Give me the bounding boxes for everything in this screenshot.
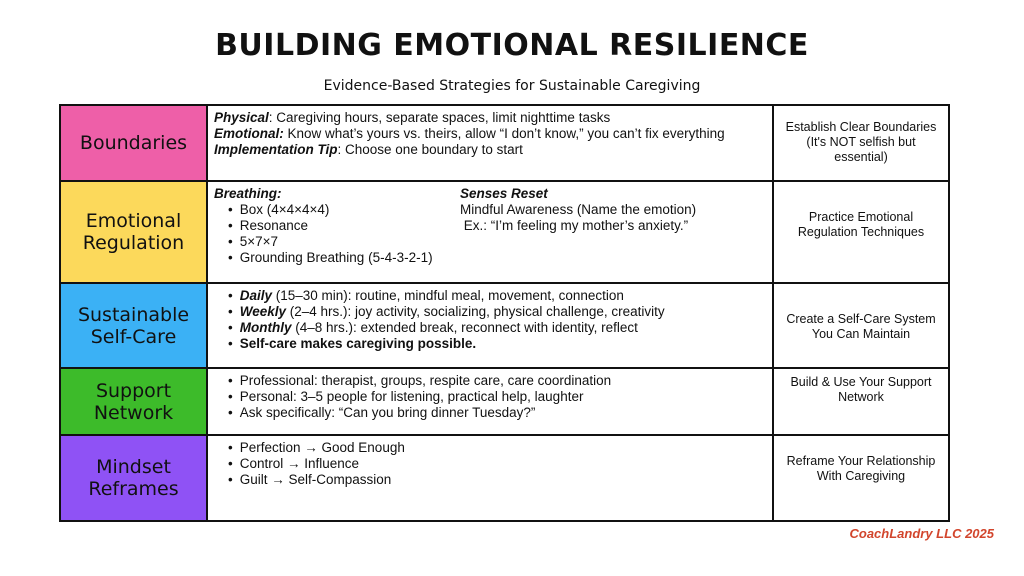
strategy-table — [59, 104, 950, 522]
goal-mindset: Reframe Your Relationship With Caregiving — [773, 435, 949, 521]
row-boundaries — [60, 105, 949, 181]
category-boundaries: Boundaries — [60, 105, 207, 181]
goal-selfcare: Create a Self-Care System You Can Maintain — [773, 283, 949, 368]
list-item: • Self-care makes caregiving possible. — [228, 336, 766, 352]
category-selfcare: Sustainable Self-Care — [60, 283, 207, 368]
support-content — [207, 368, 773, 435]
boundaries-content — [207, 105, 773, 181]
row-support — [60, 368, 949, 435]
list-item: • Ask specifically: “Can you bring dinner Tuesday?” — [228, 405, 766, 421]
goal-boundaries: Establish Clear Boundaries (It's NOT selfish but essential) — [773, 105, 949, 181]
list-item: • Daily (15–30 min): routine, mindful meal, movement, connection — [228, 288, 766, 304]
list-item: Emotional: Know what’s yours vs. theirs, allow “I don’t know,” you can’t fix everything — [214, 126, 725, 141]
goal-regulation: Practice Emotional Regulation Techniques — [773, 181, 949, 283]
list-item: • Resonance — [228, 218, 460, 234]
list-item: Mindful Awareness (Name the emotion) — [460, 202, 697, 217]
page-subtitle: Evidence-Based Strategies for Sustainable Caregiving — [323, 78, 701, 94]
category-support: Support Network — [60, 368, 207, 435]
page-title: BUILDING EMOTIONAL RESILIENCE — [215, 28, 809, 63]
list-item: Implementation Tip: Choose one boundary to start — [214, 142, 523, 157]
list-item: • Personal: 3–5 people for listening, practical help, laughter — [228, 389, 766, 405]
category-regulation: Emotional Regulation — [60, 181, 207, 283]
goal-support: Build & Use Your Support Network — [773, 368, 949, 435]
row-mindset — [60, 435, 949, 521]
mindset-content — [207, 435, 773, 521]
row-selfcare — [60, 283, 949, 368]
list-item: • Guilt → Self-Compassion — [228, 472, 766, 488]
row-regulation — [60, 181, 949, 283]
list-item: • Professional: therapist, groups, respite care, care coordination — [228, 373, 766, 389]
category-mindset: Mindset Reframes — [60, 435, 207, 521]
list-item: • Grounding Breathing (5-4-3-2-1) — [228, 250, 460, 266]
list-item: Physical: Caregiving hours, separate spaces, limit nighttime tasks — [214, 110, 611, 125]
list-item: • Control → Influence — [228, 456, 766, 472]
senses-heading: Senses Reset — [460, 186, 548, 201]
breathing-heading: Breathing: — [214, 186, 282, 201]
selfcare-content — [207, 283, 773, 368]
regulation-content — [207, 181, 773, 283]
list-item: Ex.: “I’m feeling my mother’s anxiety.” — [460, 218, 689, 233]
list-item: • Box (4×4×4×4) — [228, 202, 460, 218]
list-item: • Perfection → Good Enough — [228, 440, 766, 456]
list-item: • Weekly (2–4 hrs.): joy activity, socializing, physical challenge, creativity — [228, 304, 766, 320]
list-item: • 5×7×7 — [228, 234, 460, 250]
list-item: • Monthly (4–8 hrs.): extended break, reconnect with identity, reflect — [228, 320, 766, 336]
footer-credit: CoachLandry LLC 2025 — [849, 526, 994, 541]
